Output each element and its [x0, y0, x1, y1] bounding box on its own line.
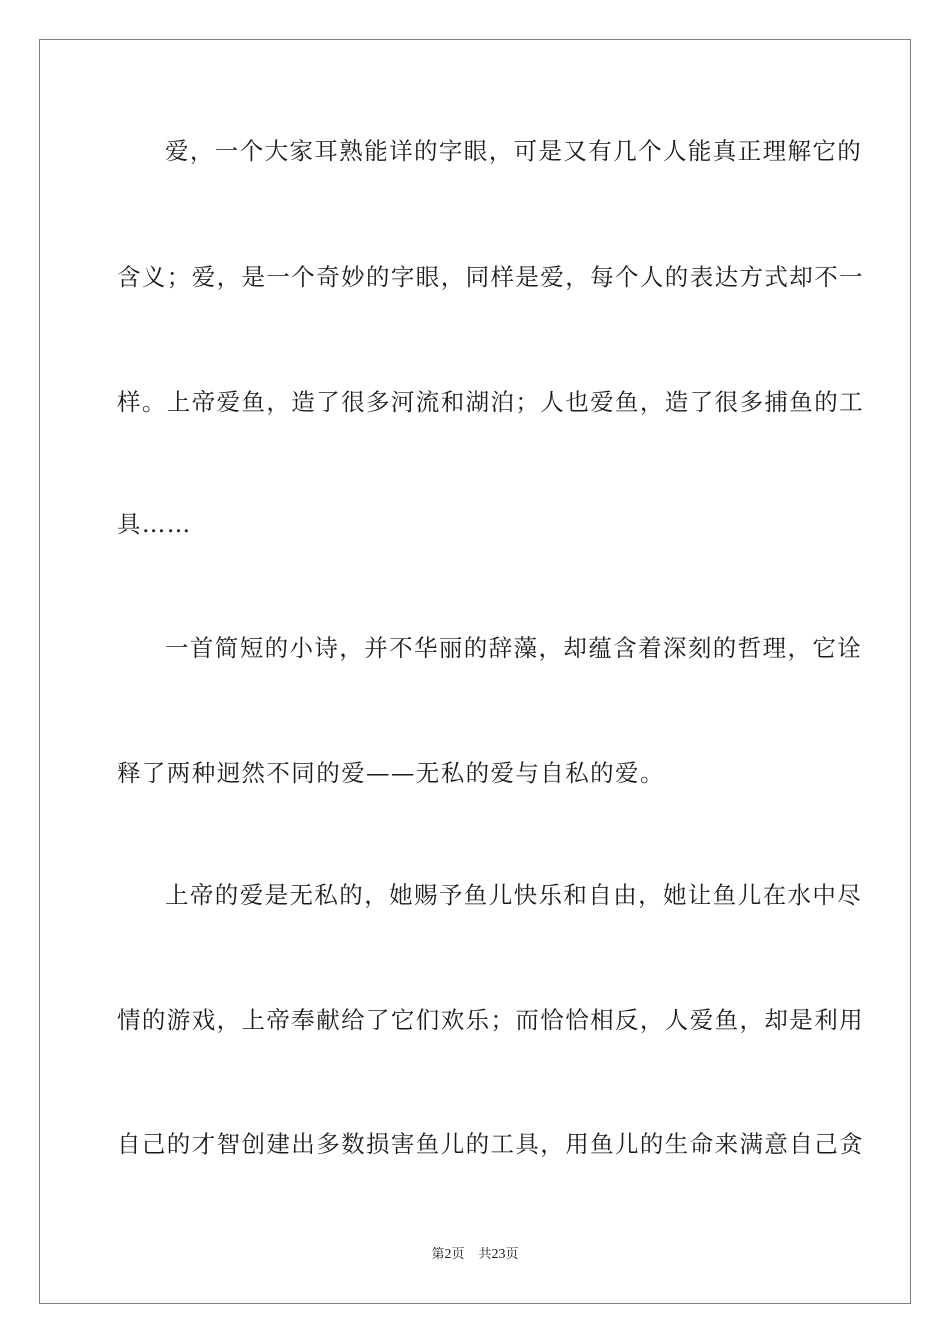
paragraph-1-line-2: 含义；爱，是一个奇妙的字眼，同样是爱，每个人的表达方式却不一: [117, 263, 864, 291]
page-number: 2: [444, 1247, 452, 1262]
paragraph-2-line-2: 释了两种迥然不同的爱——无私的爱与自私的爱。: [117, 759, 665, 787]
total-suffix: 页: [505, 1247, 519, 1262]
paragraph-1-line-1: 爱，一个大家耳熟能详的字眼，可是又有几个人能真正理解它的: [165, 137, 863, 165]
paragraph-3-line-2: 情的游戏，上帝奉献给了它们欢乐；而恰恰相反，人爱鱼，却是利用: [117, 1006, 864, 1034]
page-footer: [0, 1246, 950, 1264]
paragraph-3-line-3: 自己的才智创建出多数损害鱼儿的工具，用鱼儿的生命来满意自己贪: [117, 1130, 864, 1158]
total-prefix: 共: [478, 1247, 492, 1262]
page-prefix: 第: [431, 1247, 445, 1262]
paragraph-3-line-1: 上帝的爱是无私的，她赐予鱼儿快乐和自由，她让鱼儿在水中尽: [165, 881, 863, 909]
page-border: [39, 39, 911, 1304]
paragraph-1-line-4: 具……: [117, 510, 192, 538]
paragraph-1-line-3: 样。上帝爱鱼，造了很多河流和湖泊；人也爱鱼，造了很多捕鱼的工: [117, 388, 864, 416]
total-pages: 23: [491, 1247, 506, 1262]
page-suffix: 页: [451, 1247, 465, 1262]
paragraph-2-line-1: 一首简短的小诗，并不华丽的辞藻，却蕴含着深刻的哲理，它诠: [165, 634, 863, 662]
